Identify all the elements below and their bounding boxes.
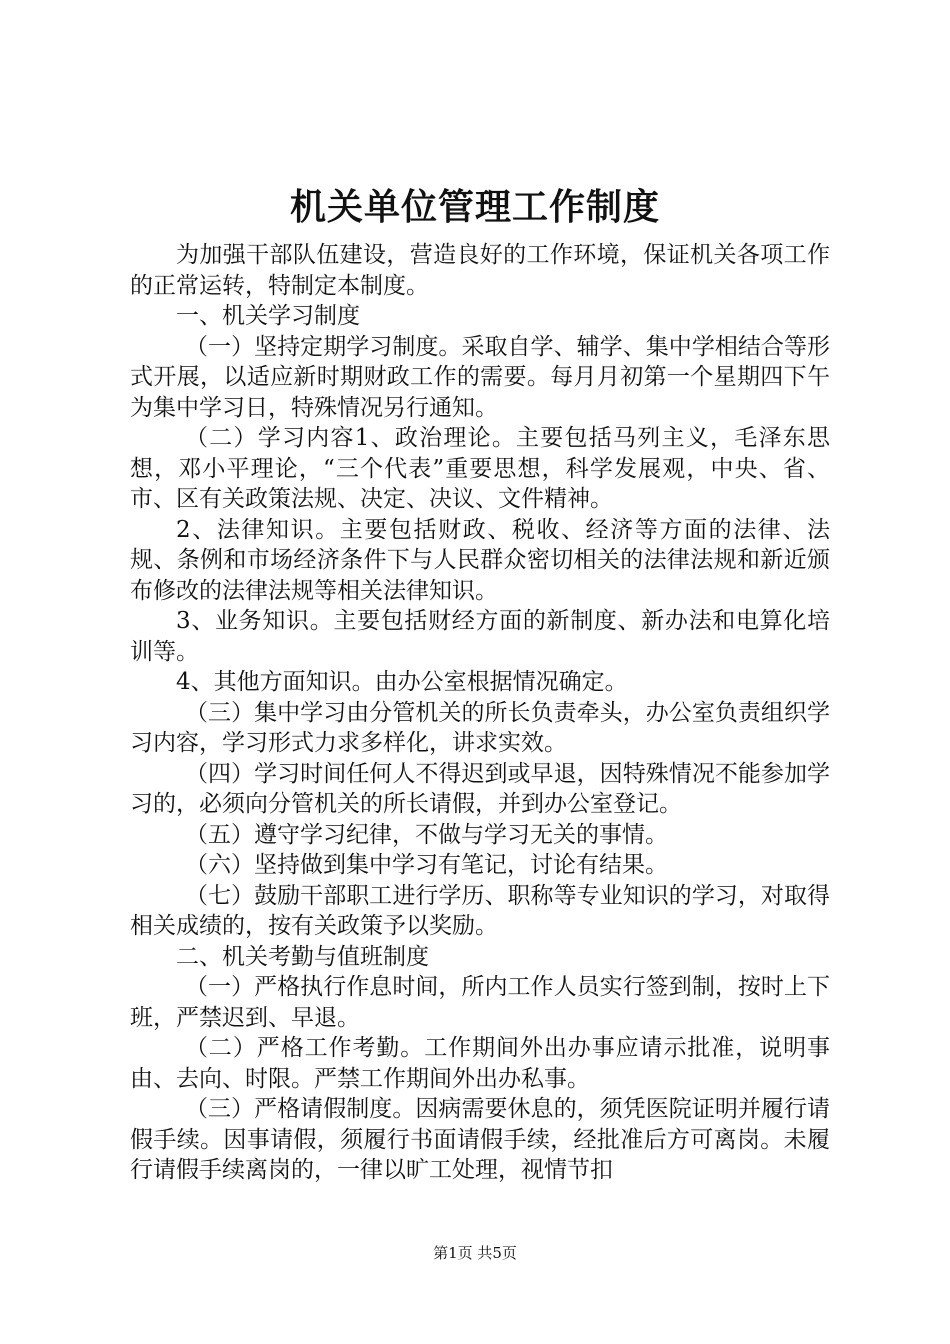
paragraph-study-2: （二）学习内容1、政治理论。主要包括马列主义，毛泽东思想，邓小平理论，“三个代表”重要思想，科学发展观，中央、省、市、区有关政策法规、决定、决议、文件精神。: [130, 425, 830, 512]
document-body: [130, 240, 830, 1186]
paragraph-attendance-1: （一）严格执行作息时间，所内工作人员实行签到制，按时上下班，严禁迟到、早退。: [130, 974, 830, 1031]
paragraph-other-knowledge: 4、其他方面知识。由办公室根据情况确定。: [176, 669, 628, 695]
paragraph-business-knowledge: 3、业务知识。主要包括财经方面的新制度、新办法和电算化培训等。: [130, 608, 830, 665]
section-heading-attendance: 二、机关考勤与值班制度: [176, 943, 429, 970]
paragraph-attendance-2: （二）严格工作考勤。工作期间外出办事应请示批准，说明事由、去向、时限。严禁工作期间外出办私事。: [130, 1035, 830, 1092]
paragraph-study-5: （五）遵守学习纪律，不做与学习无关的事情。: [185, 821, 668, 848]
paragraph-attendance-3: （三）严格请假制度。因病需要休息的，须凭医院证明并履行请假手续。因事请假，须履行书面请假手续，经批准后方可离岗。未履行请假手续离岗的，一律以旷工处理，视情节扣: [130, 1096, 830, 1183]
document-title: 机关单位管理工作制度: [289, 187, 660, 228]
paragraph-study-6: （六）坚持做到集中学习有笔记，讨论有结果。: [185, 852, 668, 878]
section-heading-study: 一、机关学习制度: [176, 303, 360, 329]
page-footer: 第1页 共5页: [433, 1244, 517, 1262]
paragraph-law-knowledge: 2、法律知识。主要包括财政、税收、经济等方面的法律、法规、条例和市场经济条件下与人民群众密切相关的法律法规和新近颁布修改的法律法规等相关法律知识。: [130, 516, 830, 604]
paragraph-study-1: （一）坚持定期学习制度。采取自学、辅学、集中学相结合等形式开展，以适应新时期财政工作的需要。每月月初第一个星期四下午为集中学习日，特殊情况另行通知。: [130, 333, 830, 421]
paragraph-intro: 为加强干部队伍建设，营造良好的工作环境，保证机关各项工作的正常运转，特制定本制度。: [130, 242, 830, 299]
paragraph-study-7: （七）鼓励干部职工进行学历、职称等专业知识的学习，对取得相关成绩的，按有关政策予以奖励。: [130, 882, 830, 939]
paragraph-study-4: （四）学习时间任何人不得迟到或早退，因特殊情况不能参加学习的，必须向分管机关的所长请假，并到办公室登记。: [130, 760, 830, 817]
paragraph-study-3: （三）集中学习由分管机关的所长负责牵头，办公室负责组织学习内容，学习形式力求多样化，讲求实效。: [130, 699, 830, 756]
